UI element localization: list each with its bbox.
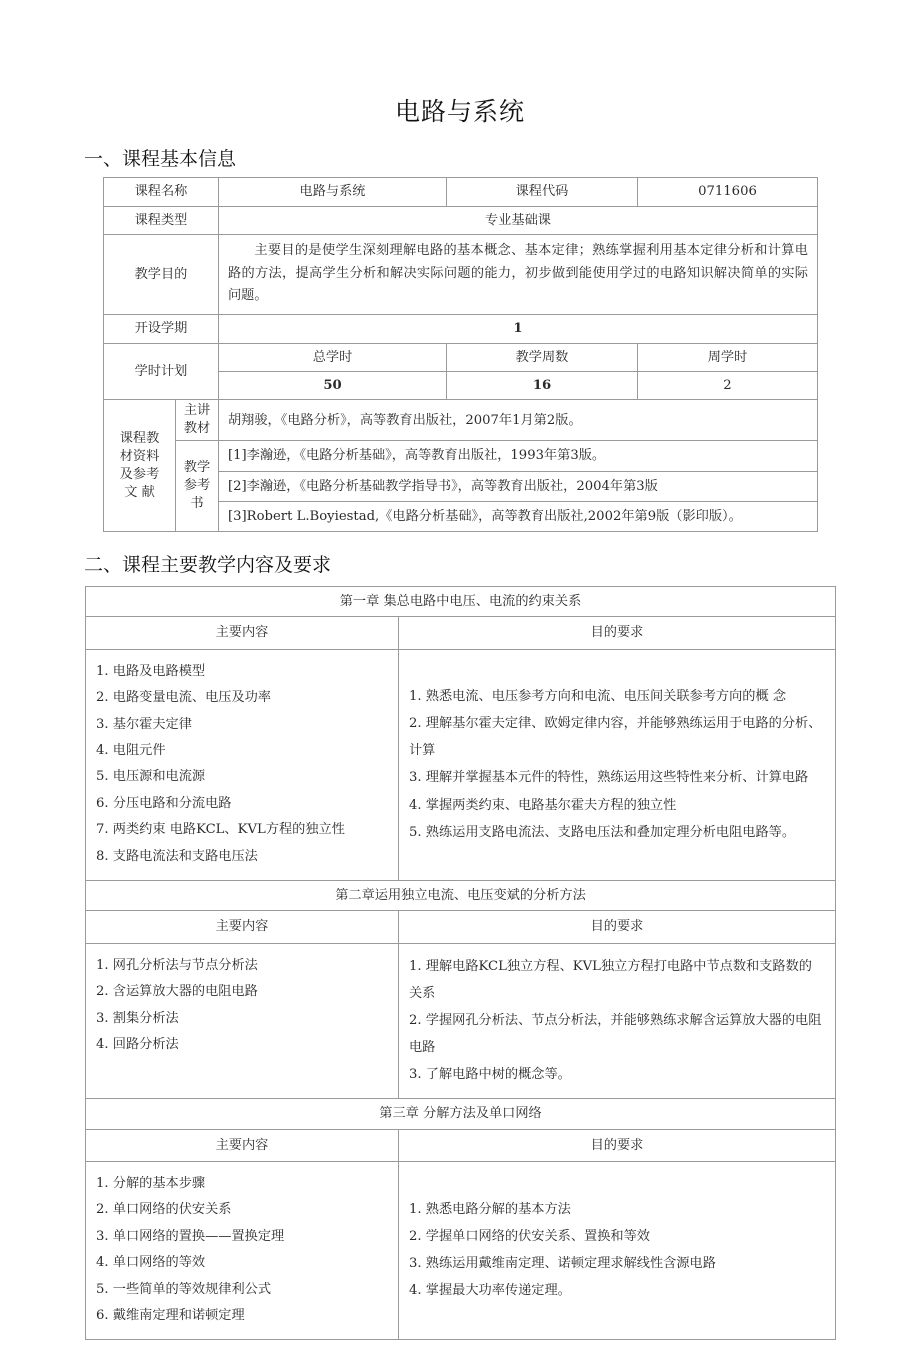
list-item: 1. 理解电路KCL独立方程、KVL独立方程打电路中节点数和支路数的关系 bbox=[409, 958, 812, 1001]
list-item: 4. 电阻元件 bbox=[96, 743, 166, 759]
list-item: 3. 了解电路中树的概念等。 bbox=[409, 1067, 571, 1083]
label-teaching-objective: 教学目的 bbox=[104, 235, 219, 315]
list-item: 2. 含运算放大器的电阻电路 bbox=[96, 984, 258, 1000]
table-row-column-headers bbox=[86, 1129, 836, 1161]
table-row-course-type bbox=[104, 206, 818, 234]
label-materials: 课程教材资料及参考文 献 bbox=[104, 400, 176, 532]
list-item: 3. 单口网络的置换——置换定理 bbox=[96, 1228, 285, 1244]
chapter-3-content-list bbox=[86, 1161, 399, 1339]
list-item: 6. 戴维南定理和诺顿定理 bbox=[96, 1307, 245, 1323]
value-main-textbook: 胡翔骏，《电路分析》，高等教育出版社，2007年1月第2版。 bbox=[219, 400, 818, 441]
table-row-semester bbox=[104, 315, 818, 343]
teaching-content-table bbox=[85, 586, 836, 1340]
list-item: 2. 学握单口网络的伏安关系、置换和等效 bbox=[409, 1229, 650, 1245]
label-course-name: 课程名称 bbox=[104, 178, 219, 206]
label-semester: 开设学期 bbox=[104, 315, 219, 343]
list-item: 5. 一些简单的等效规律利公式 bbox=[96, 1281, 272, 1297]
column-header-requirements: 目的要求 bbox=[399, 1129, 836, 1161]
list-item: 4. 单口网络的等效 bbox=[96, 1255, 206, 1271]
label-weekly-hours: 周学时 bbox=[638, 343, 818, 371]
list-item: 1. 分解的基本步骤 bbox=[96, 1175, 206, 1191]
chapter-2-title: 第二章运用独立电流、电压变斌的分析方法 bbox=[86, 881, 836, 911]
label-course-code: 课程代码 bbox=[447, 178, 638, 206]
table-row-teaching-objective bbox=[104, 235, 818, 315]
table-row-chapter-body bbox=[86, 1161, 836, 1339]
value-total-hours: 50 bbox=[219, 371, 447, 399]
list-item: 6. 分压电路和分流电路 bbox=[96, 795, 232, 811]
table-row-chapter-title bbox=[86, 1099, 836, 1129]
table-row-chapter-title bbox=[86, 587, 836, 617]
list-item: 2. 学握网孔分析法、节点分析法，并能够熟练求解含运算放大器的电阻电路 bbox=[409, 1012, 822, 1056]
list-item: 4. 回路分析法 bbox=[96, 1037, 179, 1053]
chapter-1-requirements-list bbox=[399, 649, 836, 880]
label-teaching-weeks: 教学周数 bbox=[447, 343, 638, 371]
column-header-requirements: 目的要求 bbox=[399, 617, 836, 649]
table-row-main-textbook bbox=[104, 400, 818, 441]
section-heading-basic-info: 一、课程基本信息 bbox=[84, 147, 237, 170]
value-reference-3: [3]Robert L.Boyiestad,《电路分析基础》，高等教育出版社,2002年第9版（影印版）。 bbox=[219, 501, 818, 531]
list-item: 4. 掌握两类约束、电路基尔霍夫方程的独立性 bbox=[409, 797, 677, 813]
label-main-textbook: 主讲教材 bbox=[176, 400, 219, 441]
list-item: 5. 熟练运用支路电流法、支路电压法和叠加定理分析电阻电路等。 bbox=[409, 824, 796, 840]
label-reference-books: 教学参考书 bbox=[176, 441, 219, 532]
teaching-objective-text: 主要目的是使学生深刻理解电路的基本概念、基本定律；熟练掌握利用基本定律分析和计算电路的方法，提高学生分析和解决实际问题的能力，初步做到能使用学过的电路知识解决简单的实际问题。 bbox=[228, 243, 808, 304]
value-weekly-hours: 2 bbox=[638, 371, 818, 399]
chapter-2-requirements-list bbox=[399, 943, 836, 1098]
chapter-3-requirements-list bbox=[399, 1161, 836, 1339]
label-hours-plan: 学时计划 bbox=[104, 343, 219, 400]
chapter-1-title: 第一章 集总电路中电压、电流的约束关系 bbox=[86, 587, 836, 617]
table-row-chapter-body bbox=[86, 649, 836, 880]
list-item: 5. 电压源和电流源 bbox=[96, 769, 206, 785]
chapter-1-content-list bbox=[86, 649, 399, 880]
section-heading-teaching-content: 二、课程主要教学内容及要求 bbox=[84, 554, 332, 577]
table-row-hours-headers bbox=[104, 343, 818, 371]
column-header-content: 主要内容 bbox=[86, 911, 399, 943]
course-basic-info-table bbox=[103, 177, 818, 532]
value-reference-1: [1]李瀚逊，《电路分析基础》，高等教育出版社，1993年第3版。 bbox=[219, 441, 818, 471]
page-title: 电路与系统 bbox=[394, 97, 525, 126]
value-course-name: 电路与系统 bbox=[219, 178, 447, 206]
list-item: 3. 熟练运用戴维南定理、诺顿定理求解线性含源电路 bbox=[409, 1256, 716, 1272]
column-header-content: 主要内容 bbox=[86, 617, 399, 649]
value-reference-2: [2]李瀚逊，《电路分析基础教学指导书》，高等教育出版社，2004年第3版 bbox=[219, 471, 818, 501]
list-item: 1. 熟悉电流、电压参考方向和电流、电压间关联参考方向的概 念 bbox=[409, 689, 787, 705]
value-semester: 1 bbox=[219, 315, 818, 343]
chapter-2-content-list bbox=[86, 943, 399, 1098]
list-item: 3. 基尔霍夫定律 bbox=[96, 716, 192, 732]
list-item: 2. 电路变量电流、电压及功率 bbox=[96, 690, 272, 706]
list-item: 3. 理解并掌握基本元件的特性，熟练运用这些特性来分析、计算电路 bbox=[409, 770, 809, 786]
table-row-reference-1 bbox=[104, 441, 818, 471]
list-item: 3. 割集分析法 bbox=[96, 1010, 179, 1026]
column-header-content: 主要内容 bbox=[86, 1129, 399, 1161]
table-row-chapter-body bbox=[86, 943, 836, 1098]
value-course-type: 专业基础课 bbox=[219, 206, 818, 234]
table-row-course-name bbox=[104, 178, 818, 206]
list-item: 1. 电路及电路模型 bbox=[96, 663, 206, 679]
list-item: 8. 支路电流法和支路电压法 bbox=[96, 848, 258, 864]
list-item: 1. 熟悉电路分解的基本方法 bbox=[409, 1202, 571, 1218]
list-item: 2. 理解基尔霍夫定律、欧姆定律内容，并能够熟练运用于电路的分析、计算 bbox=[409, 716, 822, 759]
list-item: 2. 单口网络的伏安关系 bbox=[96, 1202, 232, 1218]
chapter-3-title: 第三章 分解方法及单口网络 bbox=[86, 1099, 836, 1129]
list-item: 4. 掌握最大功率传递定理。 bbox=[409, 1283, 571, 1299]
list-item: 7. 两类约束 电路KCL、KVL方程的独立性 bbox=[96, 822, 345, 838]
table-row-column-headers bbox=[86, 911, 836, 943]
label-course-type: 课程类型 bbox=[104, 206, 219, 234]
value-teaching-weeks: 16 bbox=[447, 371, 638, 399]
value-course-code: 0711606 bbox=[638, 178, 818, 206]
value-teaching-objective bbox=[219, 235, 818, 315]
column-header-requirements: 目的要求 bbox=[399, 911, 836, 943]
table-row-column-headers bbox=[86, 617, 836, 649]
label-total-hours: 总学时 bbox=[219, 343, 447, 371]
table-row-chapter-title bbox=[86, 881, 836, 911]
list-item: 1. 网孔分析法与节点分析法 bbox=[96, 957, 258, 973]
